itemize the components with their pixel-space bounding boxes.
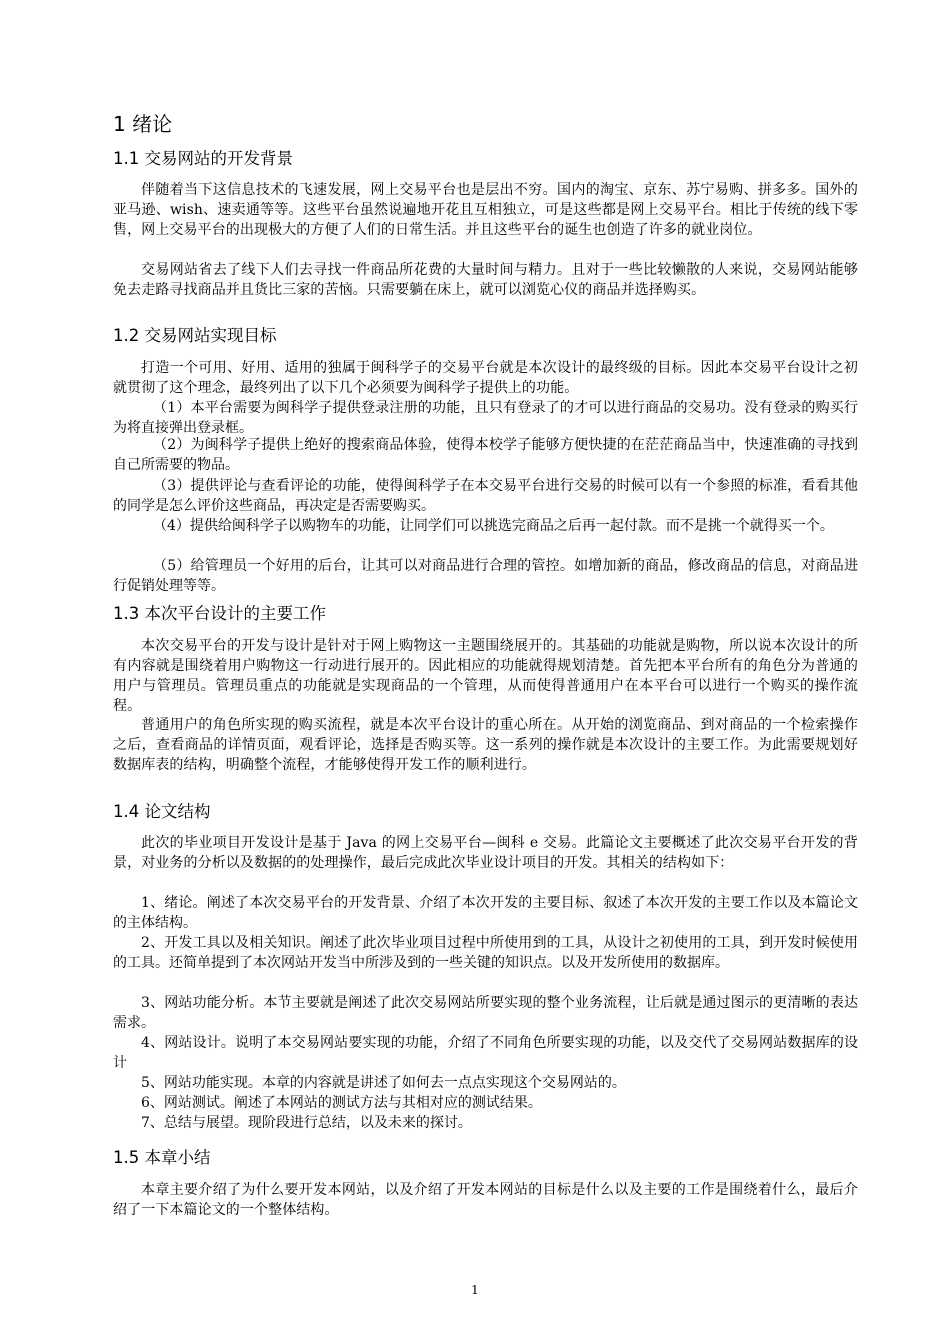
list-item: 3、网站功能分析。本节主要就是阐述了此次交易网站所要实现的整个业务流程，让后就是通过图示的更清晰的表达需求。 <box>113 995 858 1031</box>
list-item: （4）提供给闽科学子以购物车的功能，让同学们可以挑选完商品之后再一起付款。而不是挑一个就得买一个。 <box>153 518 834 534</box>
page-number: 1 <box>471 1283 479 1297</box>
list-item: （3）提供评论与查看评论的功能，使得闽科学子在本交易平台进行交易的时候可以有一个参照的标准，看看其他的同学是怎么评价这些商品，再决定是否需要购买。 <box>113 478 858 514</box>
section-heading-1-3: 1.3 本次平台设计的主要工作 <box>113 604 326 623</box>
paragraph: 本次交易平台的开发与设计是针对于网上购物这一主题围绕展开的。其基础的功能就是购物，所以说本次设计的所有内容就是围绕着用户购物这一行动进行展开的。因此相应的功能就得规划清楚。首先把本平台所有的角色分为普通的用户与管理员。管理员重点的功能就是实现商品的一个管理，从而使得普通用户在本平台可以进行一个购买的操作流程。 <box>113 638 858 714</box>
list-item: （1）本平台需要为闽科学子提供登录注册的功能，且只有登录了的才可以进行商品的交易功。没有登录的购买行为将直接弹出登录框。 <box>113 400 858 436</box>
list-item: 2、开发工具以及相关知识。阐述了此次毕业项目过程中所使用到的工具，从设计之初使用的工具，到开发时候使用的工具。还简单提到了本次网站开发当中所涉及到的一些关键的知识点。以及开发所使用的数据库。 <box>113 935 858 971</box>
list-item: 1、绪论。阐述了本次交易平台的开发背景、介绍了本次开发的主要目标、叙述了本次开发的主要工作以及本篇论文的主体结构。 <box>113 895 858 931</box>
paragraph: 本章主要介绍了为什么要开发本网站，以及介绍了开发本网站的目标是什么以及主要的工作是围绕着什么，最后介绍了一下本篇论文的一个整体结构。 <box>113 1182 858 1218</box>
section-heading-1-5: 1.5 本章小结 <box>113 1148 211 1167</box>
list-item: 5、网站功能实现。本章的内容就是讲述了如何去一点点实现这个交易网站的。 <box>141 1075 626 1091</box>
list-item: 4、网站设计。说明了本交易网站要实现的功能，介绍了不同角色所要实现的功能，以及交代了交易网站数据库的设计 <box>113 1035 858 1071</box>
paragraph: 伴随着当下这信息技术的飞速发展，网上交易平台也是层出不穷。国内的淘宝、京东、苏宁易购、拼多多。国外的亚马逊、wish、速卖通等等。这些平台虽然说遍地开花且互相独立，可是这些都是网上交易平台。相比于传统的线下零售，网上交易平台的出现极大的方便了人们的日常生活。并且这些平台的诞生也创造了许多的就业岗位。 <box>113 182 858 238</box>
paragraph: 打造一个可用、好用、适用的独属于闽科学子的交易平台就是本次设计的最终级的目标。因此本交易平台设计之初就贯彻了这个理念，最终列出了以下几个必须要为闽科学子提供上的功能。 <box>113 360 858 396</box>
list-item: （2）为闽科学子提供上绝好的搜索商品体验，使得本校学子能够方便快捷的在茫茫商品当中，快速准确的寻找到自己所需要的物品。 <box>113 437 858 473</box>
section-heading-1-1: 1.1 交易网站的开发背景 <box>113 149 293 168</box>
paragraph: 交易网站省去了线下人们去寻找一件商品所花费的大量时间与精力。且对于一些比较懒散的人来说，交易网站能够免去走路寻找商品并且货比三家的苦恼。只需要躺在床上，就可以浏览心仪的商品并选择购买。 <box>113 262 858 298</box>
list-item: 6、网站测试。阐述了本网站的测试方法与其相对应的测试结果。 <box>141 1095 542 1111</box>
paragraph: 普通用户的角色所实现的购买流程，就是本次平台设计的重心所在。从开始的浏览商品、到对商品的一个检索操作之后，查看商品的详情页面，观看评论，选择是否购买等。这一系列的操作就是本次设计的主要工作。为此需要规划好数据库表的结构，明确整个流程，才能够使得开发工作的顺利进行。 <box>113 717 858 773</box>
list-item: （5）给管理员一个好用的后台，让其可以对商品进行合理的管控。如增加新的商品，修改商品的信息，对商品进行促销处理等等。 <box>113 558 858 594</box>
section-heading-1-4: 1.4 论文结构 <box>113 802 211 821</box>
paragraph: 此次的毕业项目开发设计是基于 Java 的网上交易平台—闽科 e 交易。此篇论文主要概述了此次交易平台开发的背景，对业务的分析以及数据的的处理操作，最后完成此次毕业设计项目的开发。其相关的结构如下： <box>113 835 858 871</box>
chapter-title: 1 绪论 <box>113 112 173 136</box>
list-item: 7、总结与展望。现阶段进行总结，以及未来的探讨。 <box>141 1115 472 1131</box>
section-heading-1-2: 1.2 交易网站实现目标 <box>113 326 277 345</box>
